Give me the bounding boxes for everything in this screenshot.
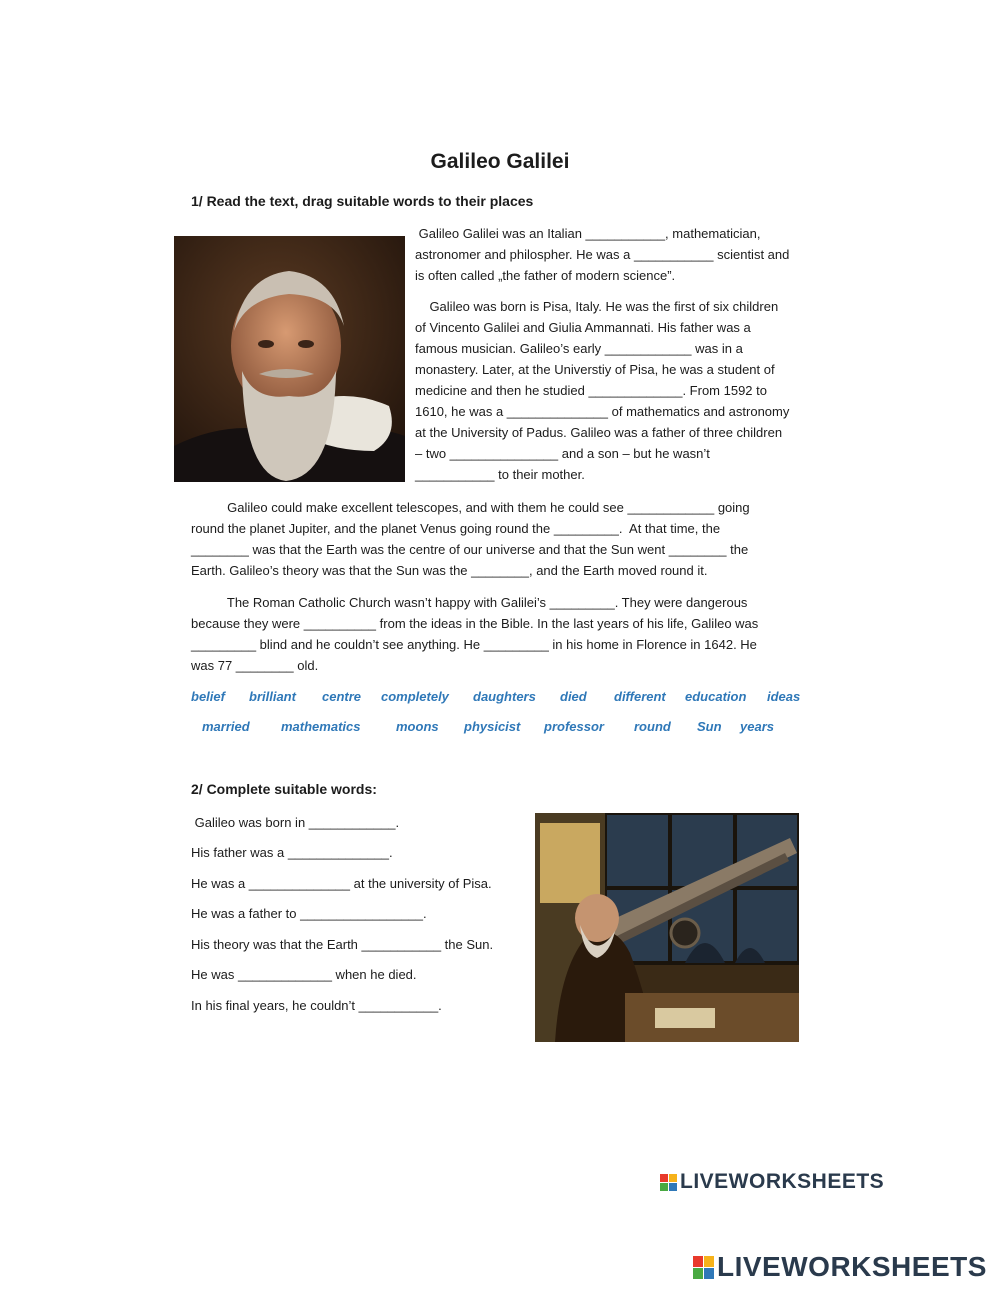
word-bank-item[interactable]: completely (381, 689, 449, 704)
logo-text: LIVEWORKSHEETS (680, 1170, 885, 1193)
word-bank-item[interactable]: professor (544, 719, 604, 734)
text-line: was 77 ________ old. (191, 658, 319, 673)
text-line: ___________ to their mother. (415, 467, 585, 482)
question-line: His theory was that the Earth ___________ the Sun. (191, 937, 494, 952)
text-line: 1610, he was a ______________ of mathematics and astronomy (415, 404, 790, 419)
question-line: He was a ______________ at the university of Pisa. (191, 876, 492, 891)
intro-text-block (415, 223, 789, 485)
word-bank-item[interactable]: centre (322, 689, 362, 704)
text-line: of Vincento Galilei and Giulia Ammannati. His father was a (415, 320, 751, 335)
text-line: at the University of Padus. Galileo was a father of three children (415, 425, 783, 440)
text-line: famous musician. Galileo’s early ____________ was in a (415, 341, 743, 356)
church-paragraph (191, 592, 758, 676)
word-bank-item[interactable]: daughters (473, 689, 536, 704)
text-line: medicine and then he studied _____________. From 1592 to (415, 383, 767, 398)
page-title: Galileo Galilei (430, 150, 570, 173)
text-line: monastery. Later, at the Universtiy of Pisa, he was a student of (415, 362, 775, 377)
word-bank-item[interactable]: education (685, 689, 747, 704)
word-bank-item[interactable]: brilliant (249, 689, 296, 704)
word-bank-item[interactable]: mathematics (281, 719, 361, 734)
text-line: round the planet Jupiter, and the planet Venus going round the _________. At that time, the (191, 521, 721, 536)
text-line: is often called „the father of modern science”. (415, 268, 676, 283)
word-bank-item[interactable]: years (740, 719, 774, 734)
word-bank-item[interactable]: moons (396, 719, 439, 734)
liveworksheets-logo (660, 1170, 884, 1194)
logo-text: LIVEWORKSHEETS (717, 1251, 987, 1282)
section1-heading: 1/ Read the text, drag suitable words to their places (191, 193, 534, 209)
word-bank-item[interactable]: died (560, 689, 587, 704)
logo-blocks-icon (693, 1256, 714, 1279)
question-line: Galileo was born in ____________. (191, 815, 400, 830)
logo-blocks-icon (660, 1174, 677, 1191)
word-bank-item[interactable]: ideas (767, 689, 801, 704)
text-line: because they were __________ from the ideas in the Bible. In the last years of his life, Galileo was (191, 616, 759, 631)
text-line: Galileo Galilei was an Italian ___________, mathematician, (415, 226, 761, 241)
text-line: Galileo was born is Pisa, Italy. He was the first of six children (415, 299, 779, 314)
question-line: He was _____________ when he died. (191, 967, 417, 982)
text-line: Galileo could make excellent telescopes, and with them he could see ____________ going (191, 500, 750, 515)
section2-heading: 2/ Complete suitable words: (191, 781, 377, 797)
word-bank-item[interactable]: Sun (697, 719, 722, 734)
telescope-paragraph (191, 497, 750, 581)
question-line: In his final years, he couldn’t ___________. (191, 998, 442, 1013)
text-line: astronomer and philospher. He was a ___________ scientist and (415, 247, 790, 262)
text-line: _________ blind and he couldn’t see anything. He _________ in his home in Florence in 1642. He (191, 637, 757, 652)
word-bank-item[interactable]: belief (191, 689, 225, 704)
text-line: ________ was that the Earth was the centre of our universe and that the Sun went ________ the (191, 542, 749, 557)
galileo-telescope-illustration (535, 813, 799, 1042)
question-line: His father was a ______________. (191, 845, 393, 860)
word-bank-item[interactable]: different (614, 689, 666, 704)
word-bank-item[interactable]: physicist (464, 719, 521, 734)
text-line: – two _______________ and a son – but he wasn’t (415, 446, 710, 461)
text-line: The Roman Catholic Church wasn’t happy with Galilei’s _________. They were dangerous (191, 595, 748, 610)
liveworksheets-logo (693, 1251, 987, 1283)
question-line: He was a father to _________________. (191, 906, 427, 921)
word-bank-item[interactable]: married (202, 719, 250, 734)
word-bank-item[interactable]: round (634, 719, 671, 734)
text-line: Earth. Galileo’s theory was that the Sun was the ________, and the Earth moved round it. (191, 563, 708, 578)
galileo-portrait (174, 236, 405, 482)
